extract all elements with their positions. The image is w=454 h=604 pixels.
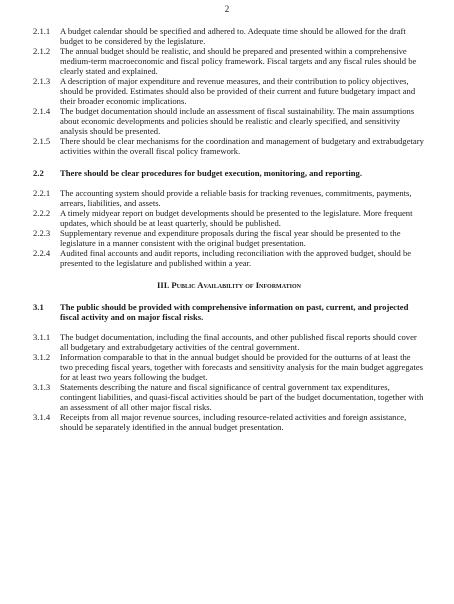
paragraph-text: A timely midyear report on budget developments should be presented to the legislature. More frequent updates, which should be at least quarterly, should be published. [60, 208, 413, 228]
paragraph-group-2-2 [33, 188, 425, 268]
paragraph-3-1-4 [33, 412, 425, 432]
page-number: 2 [224, 4, 230, 14]
paragraph-text: Receipts from all major revenue sources, including resource-related activities and foreign assistance, should be separately identified in the annual budget presentation. [60, 412, 407, 432]
paragraph-number: 2.1.5 [33, 136, 51, 146]
paragraph-3-1-3 [33, 382, 425, 412]
paragraph-number: 2.2.1 [33, 188, 51, 198]
paragraph-2-1-1 [33, 26, 425, 46]
section-number: 2.2 [33, 168, 44, 178]
paragraph-2-2-3 [33, 228, 425, 248]
paragraph-2-1-4 [33, 106, 425, 136]
paragraph-number: 3.1.1 [33, 332, 51, 342]
paragraph-number: 2.2.3 [33, 228, 51, 238]
section-title: There should be clear procedures for budget execution, monitoring, and reporting. [60, 168, 362, 178]
paragraph-text: The budget documentation, including the final accounts, and other published fiscal reports should cover all budgetary and extrabudgetary activities of the central government. [60, 332, 417, 352]
paragraph-number: 3.1.4 [33, 412, 51, 422]
paragraph-2-1-2 [33, 46, 425, 76]
paragraph-number: 3.1.2 [33, 352, 51, 362]
paragraph-2-2-2 [33, 208, 425, 228]
paragraph-number: 3.1.3 [33, 382, 51, 392]
paragraph-number: 2.1.3 [33, 76, 51, 86]
paragraph-text: Information comparable to that in the annual budget should be provided for the outturns of at least the two preceding fiscal years, together with forecasts and sensitivity analysis for the main budget aggregates for at least two years following the budget. [60, 352, 423, 382]
section-title: The public should be provided with comprehensive information on past, current, and projected fiscal activity and on major fiscal risks. [60, 302, 409, 322]
paragraph-text: A budget calendar should be specified and adhered to. Adequate time should be allowed for the draft budget to be considered by the legislature. [60, 26, 406, 46]
paragraph-text: Audited final accounts and audit reports, including reconciliation with the approved budget, should be presented to the legislature and published within a year. [60, 248, 412, 268]
section-number: 3.1 [33, 302, 44, 312]
paragraph-number: 2.2.4 [33, 248, 51, 258]
paragraph-text: A description of major expenditure and revenue measures, and their contribution to policy objectives, should be provided. Estimates should also be provided of their current and future budgetary impact and their broader economic implications. [60, 76, 416, 106]
section-heading-3-1 [33, 302, 425, 322]
document-body [33, 26, 425, 444]
paragraph-group-2-1 [33, 26, 425, 156]
paragraph-number: 2.1.1 [33, 26, 51, 36]
paragraph-text: Supplementary revenue and expenditure proposals during the fiscal year should be presented to the legislature in a manner consistent with the original budget presentation. [60, 228, 401, 248]
paragraph-number: 2.1.4 [33, 106, 51, 116]
paragraph-text: The annual budget should be realistic, and should be prepared and presented within a comprehensive medium-term macroeconomic and fiscal policy framework. Fiscal targets and any fiscal rules should be clearly stated and explained. [60, 46, 417, 76]
paragraph-3-1-2 [33, 352, 425, 382]
paragraph-group-3-1 [33, 332, 425, 432]
paragraph-2-1-5 [33, 136, 425, 156]
paragraph-number: 2.2.2 [33, 208, 51, 218]
section-heading-2-2 [33, 168, 425, 178]
paragraph-2-2-1 [33, 188, 425, 208]
paragraph-2-2-4 [33, 248, 425, 268]
paragraph-3-1-1 [33, 332, 425, 352]
paragraph-text: The accounting system should provide a reliable basis for tracking revenues, commitments, payments, arrears, liabilities, and assets. [60, 188, 412, 208]
paragraph-text: The budget documentation should include an assessment of fiscal sustainability. The main assumptions about economic developments and policies should be realistic and clearly specified, and sensitivity analysis should be presented. [60, 106, 415, 136]
paragraph-number: 2.1.2 [33, 46, 51, 56]
part-title: III. Public Availability of Information [157, 280, 301, 290]
paragraph-2-1-3 [33, 76, 425, 106]
paragraph-text: There should be clear mechanisms for the coordination and management of budgetary and extrabudgetary activities within the overall fiscal policy framework. [60, 136, 424, 156]
paragraph-text: Statements describing the nature and fiscal significance of central government tax expenditures, contingent liabilities, and quasi-fiscal activities should be part of the budget documentation, together with an assessment of all other major fiscal risks. [60, 382, 424, 412]
